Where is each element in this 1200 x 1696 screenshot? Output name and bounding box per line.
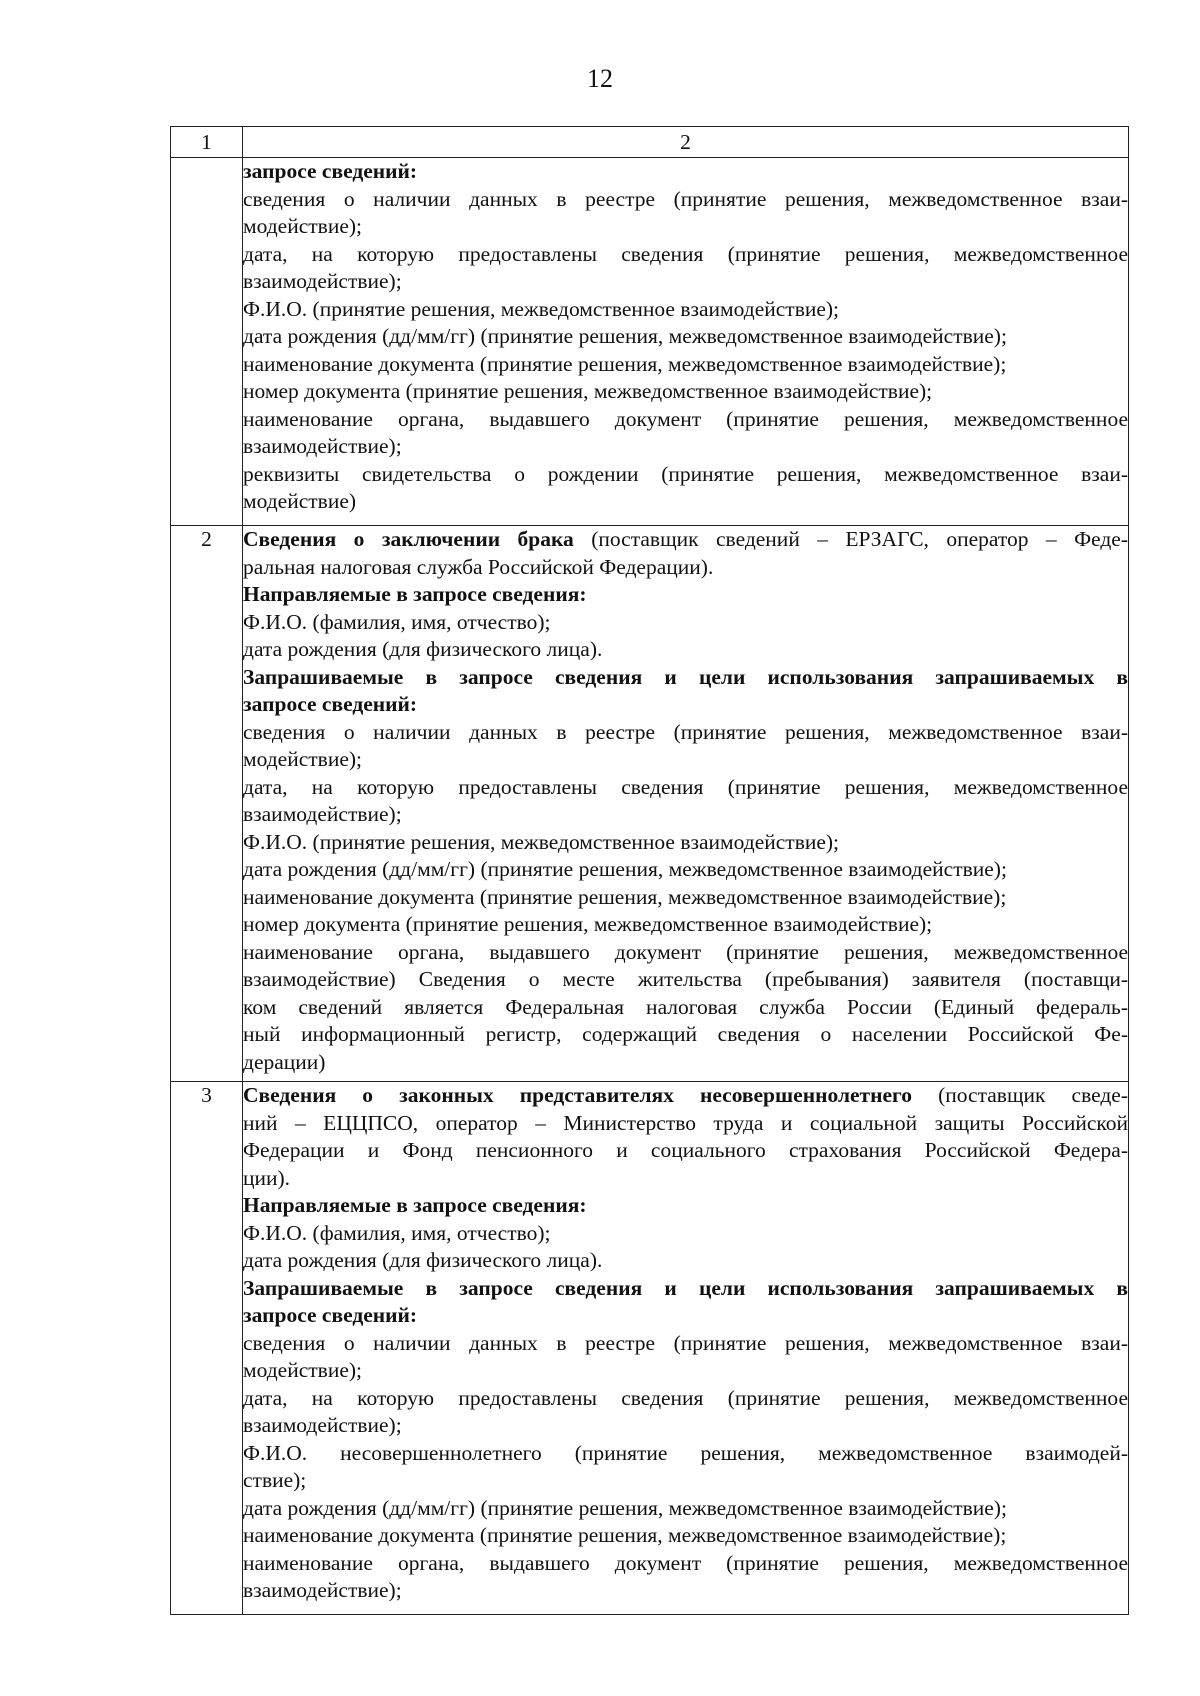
row-content-cell bbox=[243, 158, 1129, 526]
table-header-row bbox=[171, 127, 1129, 158]
text-line bbox=[243, 884, 1128, 912]
text-line bbox=[243, 801, 1128, 829]
bold-text: Сведения о заключении брака bbox=[243, 527, 574, 551]
line-text: модействие); bbox=[243, 1358, 362, 1382]
text-line bbox=[243, 1192, 1128, 1220]
text-line bbox=[243, 1165, 1128, 1193]
text-line bbox=[243, 939, 1128, 967]
line-text: сведения о наличии данных в реестре (принятие решения, межведомственное взаи- bbox=[243, 186, 1128, 211]
text-line bbox=[243, 1137, 1128, 1165]
text-line bbox=[243, 1385, 1128, 1413]
bold-text: Запрашиваемые в запросе сведения и цели использования запрашиваемых в bbox=[243, 1275, 1128, 1300]
line-text: Ф.И.О. (фамилия, имя, отчество); bbox=[243, 1220, 551, 1245]
line-text: Ф.И.О. (фамилия, имя, отчество); bbox=[243, 609, 551, 634]
line-text: дата, на которую предоставлены сведения (принятие решения, межведомственное bbox=[243, 774, 1128, 799]
text-line bbox=[243, 488, 1128, 516]
line-text: взаимодействие); bbox=[243, 434, 402, 458]
text-line bbox=[243, 1357, 1128, 1385]
line-text: модействие); bbox=[243, 214, 362, 238]
text-line bbox=[243, 581, 1128, 609]
line-text: (поставщик сведе- bbox=[912, 1083, 1128, 1107]
text-line bbox=[243, 1330, 1128, 1358]
text-line bbox=[243, 241, 1128, 269]
text-line bbox=[243, 554, 1128, 582]
column-header-number: 1 bbox=[171, 127, 243, 158]
line-text: сведения о наличии данных в реестре (принятие решения, межведомственное взаи- bbox=[243, 1330, 1128, 1355]
line-text: наименование документа (принятие решения, межведомственное взаимодействие); bbox=[243, 1523, 1007, 1547]
text-line bbox=[243, 1220, 1128, 1248]
text-line bbox=[243, 966, 1128, 994]
line-text: дата, на которую предоставлены сведения (принятие решения, межведомственное bbox=[243, 1385, 1128, 1410]
line-text: взаимодействие); bbox=[243, 1413, 402, 1437]
line-text: наименование документа (принятие решения, межведомственное взаимодействие); bbox=[243, 884, 1007, 909]
line-text: ком сведений является Федеральная налоговая служба России (Единый федераль- bbox=[243, 994, 1128, 1019]
text-line bbox=[243, 691, 1128, 719]
table-row bbox=[171, 526, 1129, 1082]
page-number: 12 bbox=[587, 64, 613, 93]
text-line bbox=[243, 1021, 1128, 1049]
text-line bbox=[243, 351, 1128, 379]
text-line bbox=[243, 1440, 1128, 1468]
line-text: наименование документа (принятие решения, межведомственное взаимодействие); bbox=[243, 351, 1007, 376]
text-line bbox=[243, 1412, 1128, 1440]
table-row bbox=[171, 1082, 1129, 1615]
text-line bbox=[243, 1247, 1128, 1275]
line-text: ный информационный регистр, содержащий сведения о населении Российской Фе- bbox=[243, 1022, 1128, 1046]
text-line bbox=[243, 378, 1128, 406]
line-text: Федерации и Фонд пенсионного и социального страхования Российской Федера- bbox=[243, 1138, 1128, 1162]
row-content-cell bbox=[243, 526, 1129, 1082]
text-line bbox=[243, 609, 1128, 637]
text-line bbox=[243, 1577, 1128, 1605]
line-text: модействие); bbox=[243, 747, 362, 771]
line-text: номер документа (принятие решения, межведомственное взаимодействие); bbox=[243, 379, 933, 403]
line-text: Ф.И.О. (принятие решения, межведомственное взаимодействие); bbox=[243, 829, 840, 854]
line-text: дата рождения (для физического лица). bbox=[243, 1248, 603, 1272]
line-text: наименование органа, выдавшего документ (принятие решения, межведомственное bbox=[243, 1550, 1128, 1575]
bold-text: Направляемые в запросе сведения: bbox=[243, 582, 587, 606]
line-text: наименование органа, выдавшего документ (принятие решения, межведомственное bbox=[243, 939, 1128, 964]
text-line bbox=[243, 1275, 1128, 1303]
line-text: ральная налоговая служба Российской Федерации). bbox=[243, 554, 714, 579]
text-line bbox=[243, 186, 1128, 214]
line-text: дата рождения (для физического лица). bbox=[243, 637, 603, 661]
text-line bbox=[243, 719, 1128, 747]
text-line bbox=[243, 911, 1128, 939]
line-text: дерации) bbox=[243, 1049, 326, 1074]
row-number-cell bbox=[171, 158, 243, 526]
bold-text: Направляемые в запросе сведения: bbox=[243, 1193, 587, 1217]
line-text: дата рождения (дд/мм/гг) (принятие решения, межведомственное взаимодействие); bbox=[243, 1495, 1007, 1520]
line-text: дата рождения (дд/мм/гг) (принятие решения, межведомственное взаимодействие); bbox=[243, 324, 1007, 348]
column-header-content: 2 bbox=[243, 127, 1129, 158]
line-text: сведения о наличии данных в реестре (принятие решения, межведомственное взаи- bbox=[243, 719, 1128, 744]
text-line bbox=[243, 296, 1128, 324]
line-text: ции). bbox=[243, 1165, 291, 1190]
line-text: номер документа (принятие решения, межведомственное взаимодействие); bbox=[243, 912, 933, 936]
line-text: наименование органа, выдавшего документ (принятие решения, межведомственное bbox=[243, 406, 1128, 431]
text-line bbox=[243, 746, 1128, 774]
text-line bbox=[243, 1302, 1128, 1330]
text-line bbox=[243, 1110, 1128, 1138]
line-text: взаимодействие) Сведения о месте жительства (пребывания) заявителя (поставщи- bbox=[243, 967, 1128, 991]
line-text: взаимодействие); bbox=[243, 269, 402, 293]
bold-text: запросе сведений: bbox=[243, 159, 418, 183]
line-text: ний – ЕЦЦПСО, оператор – Министерство труда и социальной защиты Российской bbox=[243, 1110, 1128, 1135]
text-line bbox=[243, 1467, 1128, 1495]
line-text: модействие) bbox=[243, 489, 357, 513]
requirements-table bbox=[170, 126, 1129, 1615]
line-text: дата рождения (дд/мм/гг) (принятие решения, межведомственное взаимодействие); bbox=[243, 857, 1007, 881]
bold-text: запросе сведений: bbox=[243, 1303, 418, 1327]
line-text: ствие); bbox=[243, 1468, 307, 1492]
text-line bbox=[243, 406, 1128, 434]
text-line bbox=[243, 1522, 1128, 1550]
bold-text: Запрашиваемые в запросе сведения и цели использования запрашиваемых в bbox=[243, 664, 1128, 689]
text-line bbox=[243, 994, 1128, 1022]
text-line bbox=[243, 1049, 1128, 1077]
line-text: Ф.И.О. (принятие решения, межведомственное взаимодействие); bbox=[243, 296, 840, 321]
text-line bbox=[243, 158, 1128, 186]
bold-text: запросе сведений: bbox=[243, 692, 418, 716]
text-line bbox=[243, 323, 1128, 351]
text-line bbox=[243, 1550, 1128, 1578]
line-text: дата, на которую предоставлены сведения (принятие решения, межведомственное bbox=[243, 241, 1128, 266]
text-line bbox=[243, 829, 1128, 857]
text-line bbox=[243, 433, 1128, 461]
text-line bbox=[243, 461, 1128, 489]
row-number-cell: 2 bbox=[171, 526, 243, 1082]
text-line bbox=[243, 213, 1128, 241]
text-line bbox=[243, 1495, 1128, 1523]
text-line bbox=[243, 856, 1128, 884]
line-text: Ф.И.О. несовершеннолетнего (принятие решения, межведомственное взаимодей- bbox=[243, 1440, 1128, 1465]
table-row bbox=[171, 158, 1129, 526]
line-text: взаимодействие); bbox=[243, 802, 402, 826]
row-content-cell bbox=[243, 1082, 1129, 1615]
text-line bbox=[243, 774, 1128, 802]
line-text: (поставщик сведений – ЕРЗАГС, оператор – Феде- bbox=[573, 527, 1128, 551]
bold-text: Сведения о законных представителях несовершеннолетнего bbox=[243, 1083, 913, 1107]
text-line bbox=[243, 664, 1128, 692]
text-line bbox=[243, 636, 1128, 664]
line-text: взаимодействие); bbox=[243, 1578, 402, 1602]
text-line bbox=[243, 268, 1128, 296]
text-line bbox=[243, 526, 1128, 554]
text-line bbox=[243, 1082, 1128, 1110]
row-number-cell: 3 bbox=[171, 1082, 243, 1615]
line-text: реквизиты свидетельства о рождении (принятие решения, межведомственное взаи- bbox=[243, 461, 1128, 486]
